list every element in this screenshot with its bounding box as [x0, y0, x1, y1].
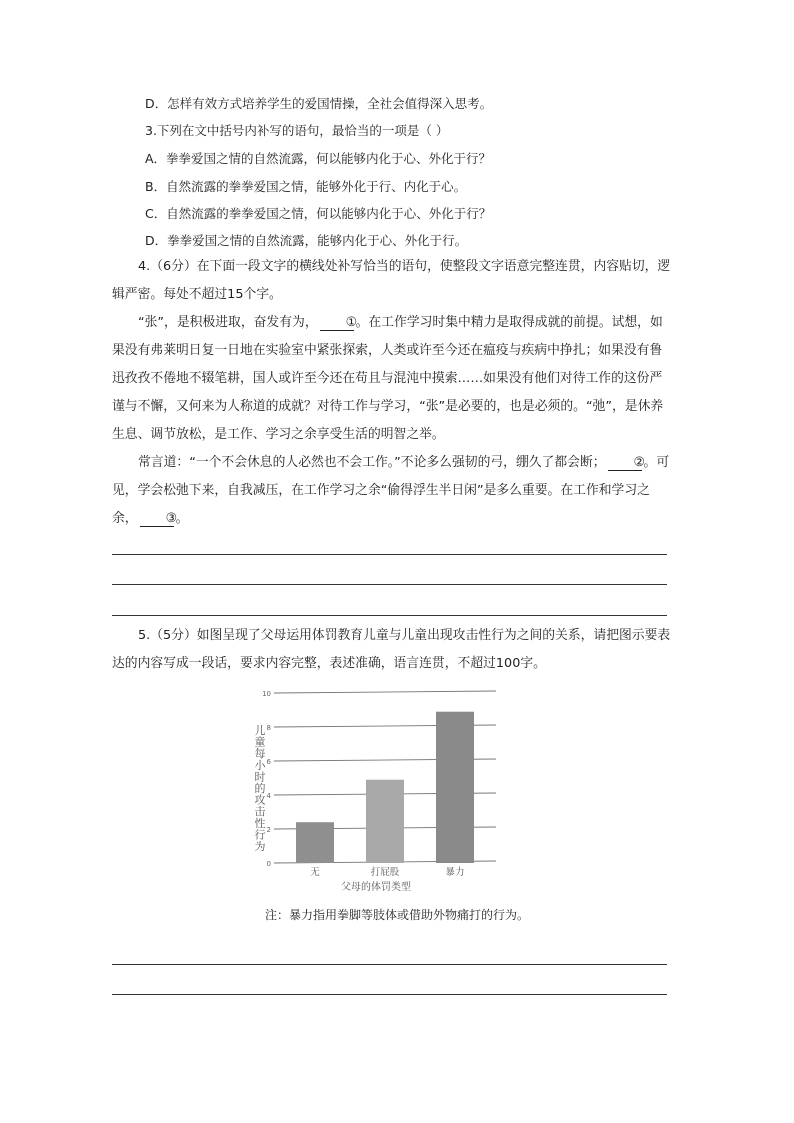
q4-paragraph-1: [112, 309, 672, 449]
chart-bars: [296, 712, 474, 863]
x-category-label: 打屁股: [370, 867, 400, 878]
q3-option-d: D．拳拳爱国之情的自然流露，能够内化于心、外化于行。: [145, 233, 468, 248]
q3-stem: 3.下列在文中括号内补写的语句，最恰当的一项是（ ）: [145, 123, 449, 138]
x-category-label: 暴力: [445, 867, 465, 878]
answer-line-1[interactable]: [112, 554, 667, 555]
q4-p2-text-b: 。可见，学会松弛下来，自我减压，在工作学习之余“偷得浮生半日闲”是多么重要。在工作和学习之余，: [112, 455, 670, 526]
q4-stem: 4.（6分）在下面一段文字的横线处补写恰当的语句，使整段文字语意完整连贯，内容贴切，逻辑严密。每处不超过15个字。: [112, 259, 671, 302]
y-axis-label: 儿童每小时的攻击性行为: [254, 724, 266, 853]
answer-line-3[interactable]: [112, 615, 667, 616]
q4-block: [112, 253, 672, 533]
y-tick-label: 8: [266, 724, 271, 732]
blank-3[interactable]: ③: [140, 512, 174, 527]
y-tick-label: 2: [266, 826, 271, 834]
blank-1[interactable]: ①: [320, 316, 354, 331]
q4-p2-text-a: 常言道：“一个不会休息的人必然也不会工作。”不论多么强韧的弓，绷久了都会断；: [138, 455, 606, 470]
gridline: [274, 691, 496, 693]
blank-2[interactable]: ②: [608, 456, 642, 471]
q5-stem: 5.（5分）如图呈现了父母运用体罚教育儿童与儿童出现攻击性行为之间的关系，请把图示要表达的内容写成一段话，要求内容完整，表述准确，语言连贯，不超过100字。: [112, 628, 671, 671]
x-category-labels: [310, 866, 464, 878]
x-category-label: 无: [310, 867, 320, 878]
y-tick-label: 10: [262, 690, 271, 698]
bar-2: [366, 780, 404, 863]
chart-note: 注：暴力指用拳脚等肢体或借助外物痛打的行为。: [264, 908, 529, 922]
y-tick-label: 4: [266, 792, 271, 800]
answer-line-2[interactable]: [112, 584, 667, 585]
bar-chart: [238, 682, 558, 897]
bar-3: [436, 712, 474, 863]
q4-p1-text-b: 。在工作学习时集中精力是取得成就的前提。试想，如果没有弗莱明日复一日地在实验室中紧张探索，人类或许至今还在瘟疫与疾病中挣扎；如果没有鲁迅孜孜不倦地不辍笔耕，国人或许至今还在苟且与混沌中摸索……如果没有他们对待工作的这份严谨与不懈，又何来为人称道的成就？对待工作与学习，“张”是必要的，也是必须的。“弛”，是休养生息、调节放松，是工作、学习之余享受生活的明智之举。: [112, 315, 664, 442]
q3-option-c: C．自然流露的拳拳爱国之情，何以能够内化于心、外化于行？: [145, 206, 492, 221]
answer-line-4[interactable]: [112, 964, 667, 965]
answer-line-5[interactable]: [112, 994, 667, 995]
q4-p2-text-c: 。: [175, 511, 189, 526]
q3-option-a: A．拳拳爱国之情的自然流露，何以能够内化于心、外化于行？: [145, 151, 492, 166]
bar-1: [296, 822, 334, 863]
y-tick-label: 0: [266, 860, 271, 868]
q4-p1-text-a: “张”，是积极进取，奋发有为，: [138, 315, 318, 330]
q2-option-d: D．怎样有效方式培养学生的爱国情操，全社会值得深入思考。: [145, 96, 493, 111]
x-axis-label: 父母的体罚类型: [341, 882, 411, 893]
q4-paragraph-2: [112, 449, 672, 533]
q3-option-b: B．自然流露的拳拳爱国之情，能够外化于行、内化于心。: [145, 179, 467, 194]
y-tick-label: 6: [266, 758, 271, 766]
